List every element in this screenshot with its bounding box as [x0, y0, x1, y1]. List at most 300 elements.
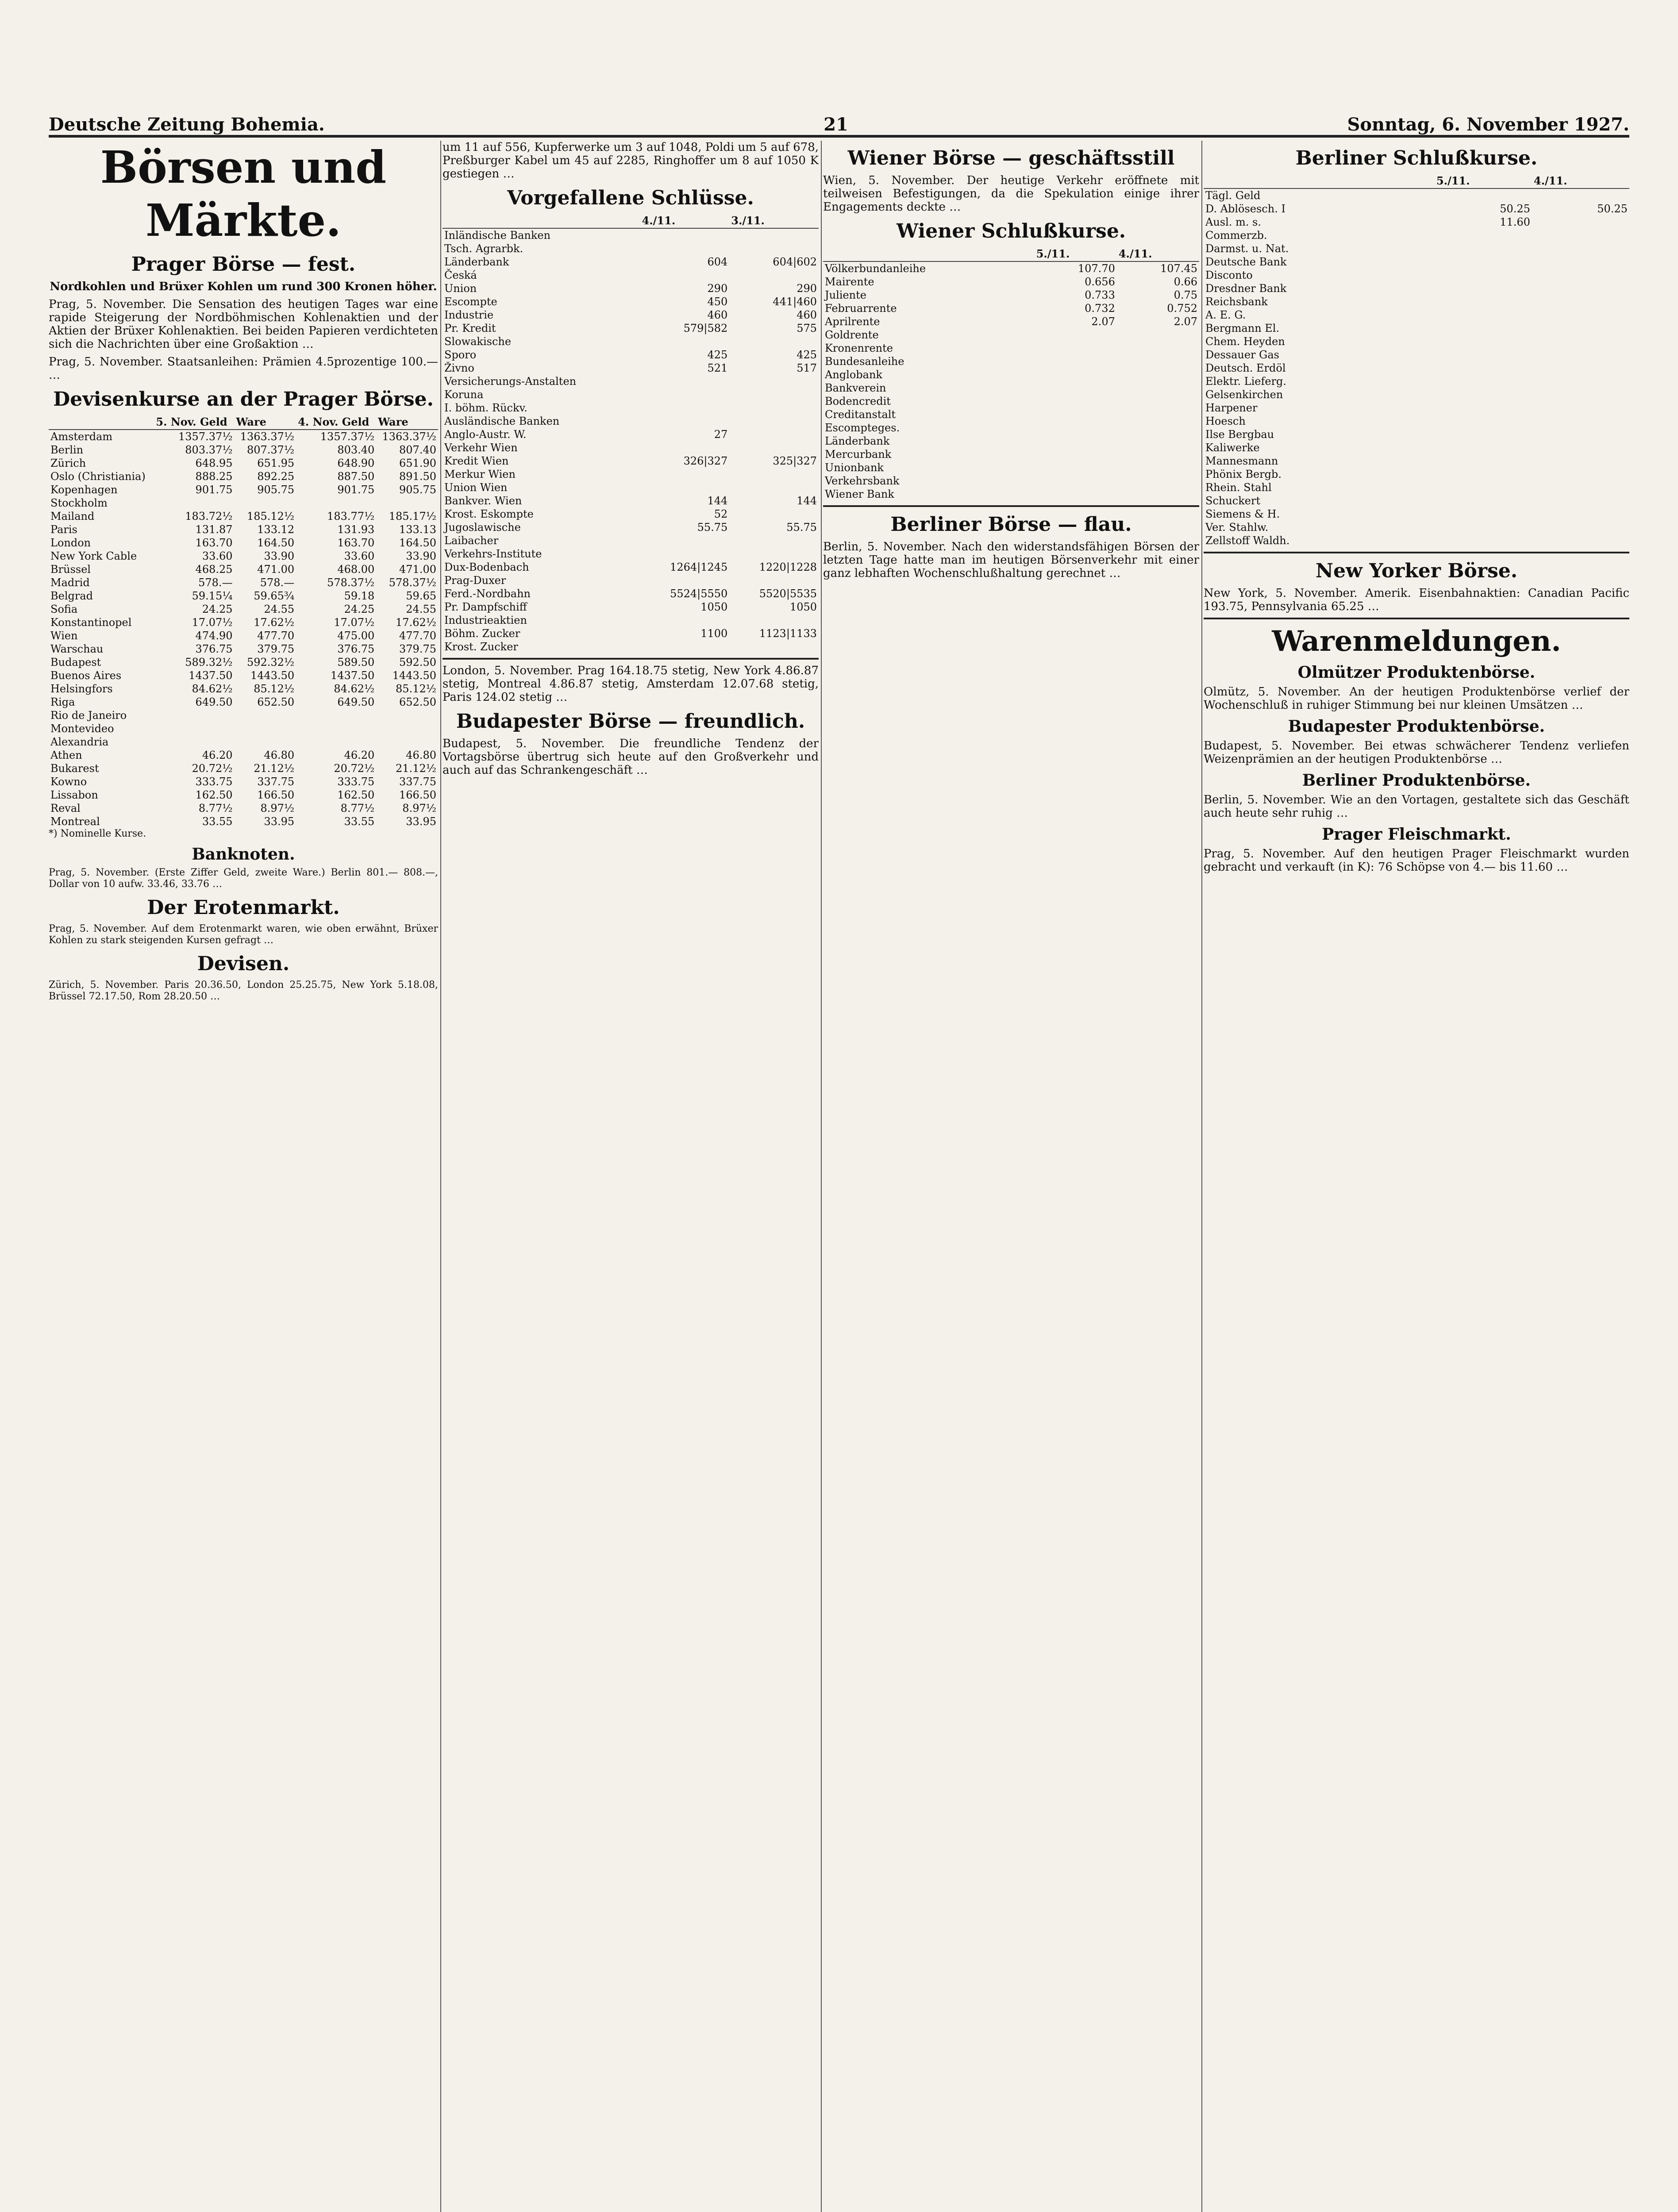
- table-cell: Reval: [50, 802, 81, 814]
- devisen-row: [49, 775, 438, 788]
- olmuetz-headline: Olmützer Produktenbörse.: [1297, 663, 1536, 682]
- table-cell: [1435, 188, 1532, 202]
- table-cell: Slowakische: [444, 335, 512, 348]
- devisen2-article: Zürich, 5. November. Paris 20.36.50, London 25.25.75, New York 5.18.08, Brüssel 72.17.50, Rom 28.20.50 …: [49, 979, 438, 1002]
- table-cell: Merkur Wien: [444, 468, 516, 480]
- table-cell: Helsingfors: [50, 683, 113, 695]
- table-cell: Verkehr Wien: [444, 442, 518, 454]
- devisen-row: [49, 788, 438, 802]
- table-cell: 33.95: [264, 815, 295, 828]
- table-cell: [640, 441, 730, 454]
- table-cell: [729, 401, 819, 415]
- table-cell: 578.—: [198, 576, 233, 589]
- devisen-row: [49, 523, 438, 536]
- devisen-row: [49, 629, 438, 642]
- devisen-note: *) Nominelle Kurse.: [49, 828, 146, 839]
- table-cell: 164.50: [257, 537, 295, 549]
- table-header-cell: 3./11.: [729, 214, 819, 228]
- berliner-schluss-row: [1204, 308, 1629, 322]
- table-cell: Rhein. Stahl: [1205, 481, 1272, 494]
- table-cell: London: [50, 537, 91, 549]
- devisen-table: [49, 415, 438, 828]
- berliner-schluss-row: [1204, 202, 1629, 215]
- table-cell: Escompte: [444, 296, 497, 308]
- table-cell: Zürich: [50, 457, 86, 469]
- schluesse-headline: Vorgefallene Schlüsse.: [507, 187, 754, 209]
- table-cell: Ausl. m. s.: [1205, 216, 1261, 228]
- prager-article: Prag, 5. November. Staatsanleihen: Prämien 4.5prozentige 100.— …: [49, 355, 438, 382]
- devisen-headline: Devisenkurse an der Prager Börse.: [53, 388, 434, 411]
- table-cell: [729, 269, 819, 282]
- table-cell: 1443.50: [250, 669, 295, 682]
- wiener-schluss-row: [823, 488, 1199, 501]
- table-cell: [1435, 481, 1532, 494]
- table-cell: 33.60: [344, 550, 375, 562]
- table-cell: 131.93: [337, 523, 375, 536]
- table-cell: [1117, 488, 1199, 501]
- berliner-boerse-headline: Berliner Börse — flau.: [890, 513, 1132, 536]
- table-cell: Lissabon: [50, 789, 98, 801]
- schluesse-row: [443, 308, 819, 322]
- table-cell: Kredit Wien: [444, 455, 509, 467]
- table-cell: [1035, 434, 1117, 448]
- berliner-schluss-row: [1204, 335, 1629, 348]
- table-cell: [1532, 255, 1629, 269]
- table-cell: Unionbank: [825, 461, 884, 474]
- table-cell: [1035, 395, 1117, 408]
- table-cell: Industrie: [444, 309, 494, 321]
- table-cell: 162.50: [337, 789, 375, 801]
- table-cell: [296, 722, 376, 735]
- berliner-schluss-row: [1204, 361, 1629, 375]
- schluesse-row: [443, 361, 819, 375]
- table-cell: [1435, 494, 1532, 507]
- table-cell: Völkerbundanleihe: [825, 262, 926, 275]
- table-cell: [376, 709, 438, 722]
- table-cell: 1443.50: [392, 669, 436, 682]
- schluesse-row: [443, 494, 819, 507]
- table-header-cell: Ware: [376, 415, 438, 430]
- table-cell: [729, 547, 819, 561]
- schluesse-row: [443, 428, 819, 441]
- column-rule: [440, 141, 441, 2212]
- table-cell: 521: [707, 362, 728, 374]
- divider: [443, 658, 819, 660]
- budapester-produkten-article: Budapest, 5. November. Bei etwas schwächerer Tendenz verliefen Weizenprämien an der heutigen Produktenbörse …: [1204, 739, 1629, 766]
- table-cell: Konstantinopel: [50, 616, 132, 629]
- table-cell: 183.72½: [185, 510, 233, 522]
- table-cell: [1035, 474, 1117, 488]
- table-cell: [729, 228, 819, 242]
- table-cell: [640, 640, 730, 653]
- column-4: [1204, 141, 1629, 2212]
- table-cell: 326|327: [683, 455, 728, 467]
- table-cell: [640, 547, 730, 561]
- table-cell: 20.72½: [334, 762, 375, 775]
- table-cell: 905.75: [399, 484, 436, 496]
- column-1: [49, 141, 438, 2212]
- table-cell: 24.55: [406, 603, 436, 615]
- table-cell: [1117, 461, 1199, 474]
- table-header-cell: 4./11.: [640, 214, 730, 228]
- table-cell: 901.75: [195, 484, 233, 496]
- table-cell: [640, 335, 730, 348]
- budapest-headline: Budapester Börse — freundlich.: [456, 710, 805, 733]
- banknoten-article: Prag, 5. November. (Erste Ziffer Geld, zweite Ware.) Berlin 801.— 808.—, Dollar von 10 aufw. 33.46, 33.76 …: [49, 867, 438, 890]
- schluesse-row: [443, 587, 819, 600]
- table-cell: [1435, 322, 1532, 335]
- table-cell: Belgrad: [50, 590, 93, 602]
- table-cell: 33.55: [202, 815, 233, 828]
- table-cell: 166.50: [399, 789, 436, 801]
- table-cell: [1035, 408, 1117, 421]
- table-cell: [1435, 348, 1532, 361]
- table-cell: Siemens & H.: [1205, 508, 1280, 520]
- schluesse-row: [443, 441, 819, 454]
- berliner-schluss-row: [1204, 388, 1629, 401]
- table-cell: [1532, 401, 1629, 415]
- table-cell: [640, 468, 730, 481]
- devisen-row: [49, 762, 438, 775]
- table-cell: 592.32½: [246, 656, 295, 668]
- table-cell: 52: [714, 508, 728, 520]
- table-cell: Pr. Kredit: [444, 322, 496, 334]
- berliner-schluss-row: [1204, 375, 1629, 388]
- table-cell: Berlin: [50, 444, 84, 456]
- devisen-row: [49, 815, 438, 828]
- devisen-row: [49, 616, 438, 629]
- table-cell: 425: [707, 349, 728, 361]
- table-cell: 144: [797, 495, 817, 507]
- table-cell: [1035, 368, 1117, 381]
- table-cell: Alexandria: [50, 736, 109, 748]
- table-cell: 107.45: [1160, 262, 1197, 275]
- table-cell: [729, 534, 819, 547]
- table-cell: [235, 735, 296, 749]
- table-cell: 0.75: [1174, 289, 1197, 301]
- erotenmarkt-article: Prag, 5. November. Auf dem Erotenmarkt waren, wie oben erwähnt, Brüxer Kohlen zu stark steigenden Kursen gefragt …: [49, 923, 438, 946]
- table-cell: 1100: [700, 627, 728, 640]
- table-cell: 1220|1228: [759, 561, 817, 573]
- table-cell: Jugoslawische: [444, 521, 521, 534]
- table-cell: [1117, 355, 1199, 368]
- berliner-schluss-table: [1204, 174, 1629, 547]
- table-cell: Aprilrente: [825, 315, 880, 328]
- table-cell: 24.25: [202, 603, 233, 615]
- table-cell: 901.75: [337, 484, 375, 496]
- berliner-schluss-row: [1204, 521, 1629, 534]
- table-cell: 2.07: [1174, 315, 1197, 328]
- table-cell: [1532, 507, 1629, 521]
- table-header-cell: 4./11.: [1117, 247, 1199, 261]
- table-cell: 333.75: [337, 776, 375, 788]
- berliner-schluss-row: [1204, 415, 1629, 428]
- berliner-schluss-row: [1204, 269, 1629, 282]
- table-cell: [1532, 468, 1629, 481]
- table-cell: 166.50: [257, 789, 295, 801]
- table-cell: [1532, 388, 1629, 401]
- table-cell: 649.50: [195, 696, 233, 708]
- table-cell: 85.12½: [254, 683, 295, 695]
- fleischmarkt-article: Prag, 5. November. Auf den heutigen Prager Fleischmarkt wurden gebracht und verkauft (in K): 76 Schöpse von 4.— bis 11.60 …: [1204, 847, 1629, 874]
- table-cell: Krost. Eskompte: [444, 508, 534, 520]
- table-cell: Zellstoff Waldh.: [1205, 534, 1290, 547]
- table-cell: [1435, 282, 1532, 295]
- table-cell: 460: [797, 309, 817, 321]
- devisen-row: [49, 802, 438, 815]
- table-cell: 1357.37½: [178, 430, 233, 443]
- devisen-row: [49, 669, 438, 682]
- table-cell: 290: [797, 282, 817, 295]
- table-cell: 17.62½: [254, 616, 295, 629]
- table-cell: Montevideo: [50, 722, 114, 735]
- table-cell: [1435, 229, 1532, 242]
- table-cell: [1117, 342, 1199, 355]
- schluesse-row: [443, 454, 819, 468]
- column-3: [823, 141, 1199, 2212]
- schluesse-row: [443, 228, 819, 242]
- table-cell: Kopenhagen: [50, 484, 118, 496]
- wiener-schluss-row: [823, 421, 1199, 434]
- table-cell: 11.60: [1500, 216, 1530, 228]
- table-cell: [729, 640, 819, 653]
- table-cell: [1532, 322, 1629, 335]
- table-cell: Tägl. Geld: [1205, 189, 1261, 202]
- table-cell: [1435, 335, 1532, 348]
- table-cell: 376.75: [337, 643, 375, 655]
- table-cell: [640, 534, 730, 547]
- table-cell: 46.20: [344, 749, 375, 761]
- table-cell: 33.90: [406, 550, 436, 562]
- table-cell: [1117, 421, 1199, 434]
- table-header-cell: 5. Nov. Geld: [154, 415, 234, 430]
- table-cell: 333.75: [195, 776, 233, 788]
- table-cell: Mercurbank: [825, 448, 892, 461]
- table-cell: 471.00: [399, 563, 436, 576]
- table-cell: Disconto: [1205, 269, 1253, 281]
- wiener-schluss-row: [823, 448, 1199, 461]
- table-cell: Laibacher: [444, 534, 499, 547]
- table-cell: [640, 574, 730, 587]
- table-cell: 2.07: [1091, 315, 1115, 328]
- table-cell: 474.90: [195, 630, 233, 642]
- devisen-row: [49, 695, 438, 709]
- banknoten-headline: Banknoten.: [192, 845, 295, 864]
- waren-headline: Warenmeldungen.: [1272, 625, 1561, 658]
- table-cell: [1532, 441, 1629, 454]
- table-cell: 1363.37½: [382, 430, 436, 443]
- wiener-schluss-row: [823, 408, 1199, 421]
- table-cell: [729, 614, 819, 627]
- devisen-row: [49, 443, 438, 457]
- schluesse-row: [443, 561, 819, 574]
- table-cell: 1050: [700, 601, 728, 613]
- wiener-schluss-row: [823, 355, 1199, 368]
- table-cell: 450: [707, 296, 728, 308]
- table-cell: 59.65: [406, 590, 436, 602]
- table-cell: [1532, 481, 1629, 494]
- table-cell: 20.72½: [192, 762, 233, 775]
- table-cell: 8.77½: [198, 802, 233, 814]
- table-cell: [640, 415, 730, 428]
- table-cell: [235, 496, 296, 510]
- berliner-schluss-row: [1204, 534, 1629, 547]
- table-cell: [1035, 342, 1117, 355]
- table-cell: Pr. Dampfschiff: [444, 601, 527, 613]
- table-cell: 803.40: [337, 444, 375, 456]
- table-cell: [1117, 474, 1199, 488]
- table-cell: Koruna: [444, 388, 484, 401]
- berliner-schluss-row: [1204, 282, 1629, 295]
- table-cell: 905.75: [257, 484, 295, 496]
- column-rule: [1201, 141, 1202, 2212]
- table-cell: 33.55: [344, 815, 375, 828]
- table-cell: Montreal: [50, 815, 100, 828]
- berliner-schluss-row: [1204, 428, 1629, 441]
- wiener-article: Wien, 5. November. Der heutige Verkehr eröffnete mit teilweisen Befestigungen, da die Spekulation einige ihrer Engagements deckte …: [823, 174, 1199, 214]
- table-cell: 8.77½: [340, 802, 375, 814]
- table-cell: Wiener Bank: [825, 488, 894, 500]
- table-cell: [640, 481, 730, 494]
- devisen-row: [49, 457, 438, 470]
- table-cell: 379.75: [399, 643, 436, 655]
- devisen-row: [49, 682, 438, 695]
- devisen-row: [49, 563, 438, 576]
- table-cell: Deutsche Bank: [1205, 256, 1287, 268]
- berliner-schluss-row: [1204, 401, 1629, 415]
- table-cell: 185.17½: [389, 510, 436, 522]
- table-cell: Krost. Zucker: [444, 641, 518, 653]
- schluesse-row: [443, 507, 819, 521]
- table-cell: Budapest: [50, 656, 101, 668]
- table-cell: 46.80: [406, 749, 436, 761]
- berliner-schluss-row: [1204, 215, 1629, 229]
- schluesse-row: [443, 600, 819, 614]
- table-cell: [1435, 441, 1532, 454]
- table-cell: Buenos Aires: [50, 669, 122, 682]
- berliner-schluss-row: [1204, 188, 1629, 202]
- table-cell: 8.97½: [402, 802, 436, 814]
- table-cell: 1437.50: [331, 669, 375, 682]
- table-cell: 892.25: [257, 470, 295, 483]
- table-cell: 55.75: [786, 521, 817, 534]
- table-cell: Inländische Banken: [444, 229, 551, 242]
- table-cell: Bodencredit: [825, 395, 891, 407]
- schluesse-row: [443, 282, 819, 295]
- table-cell: [1435, 401, 1532, 415]
- table-cell: [640, 614, 730, 627]
- table-cell: 325|327: [773, 455, 817, 467]
- table-cell: Bankver. Wien: [444, 495, 522, 507]
- table-cell: Februarrente: [825, 302, 897, 315]
- table-cell: 1357.37½: [320, 430, 375, 443]
- table-cell: [729, 441, 819, 454]
- wiener-schluss-row: [823, 315, 1199, 328]
- table-cell: 55.75: [697, 521, 728, 534]
- table-cell: Deutsch. Erdöl: [1205, 362, 1286, 374]
- wiener-schluss-row: [823, 368, 1199, 381]
- table-cell: Chem. Heyden: [1205, 335, 1285, 348]
- column-rule: [821, 141, 822, 2212]
- table-cell: Wien: [50, 630, 78, 642]
- table-cell: Prag-Duxer: [444, 574, 506, 587]
- table-cell: Brüssel: [50, 563, 91, 576]
- table-cell: 471.00: [257, 563, 295, 576]
- table-cell: 652.50: [257, 696, 295, 708]
- table-cell: 651.90: [399, 457, 436, 469]
- table-cell: [640, 375, 730, 388]
- devisen-row: [49, 510, 438, 523]
- table-cell: 477.70: [257, 630, 295, 642]
- table-cell: [729, 335, 819, 348]
- table-cell: 24.25: [344, 603, 375, 615]
- table-cell: [640, 388, 730, 401]
- table-cell: [1117, 434, 1199, 448]
- berliner-schluss-row: [1204, 255, 1629, 269]
- table-cell: 1050: [789, 601, 817, 613]
- table-cell: [376, 735, 438, 749]
- table-cell: 17.62½: [396, 616, 436, 629]
- table-cell: 652.50: [399, 696, 436, 708]
- table-cell: 131.87: [195, 523, 233, 536]
- table-cell: [1435, 255, 1532, 269]
- table-cell: [1435, 415, 1532, 428]
- table-cell: Kowno: [50, 776, 87, 788]
- table-cell: Kronenrente: [825, 342, 893, 354]
- table-cell: 651.95: [257, 457, 295, 469]
- table-cell: [729, 428, 819, 441]
- table-cell: 17.07½: [334, 616, 375, 629]
- table-cell: 460: [707, 309, 728, 321]
- table-cell: [1532, 295, 1629, 308]
- schluesse-row: [443, 547, 819, 561]
- table-cell: 33.90: [264, 550, 295, 562]
- berliner-boerse-article: Berlin, 5. November. Nach den widerstandsfähigen Börsen der letzten Tage hatte man im heutigen Börsenverkehr mit einer ganz lebhaften Wochenschlußhaltung gerechnet …: [823, 540, 1199, 580]
- table-cell: 425: [797, 349, 817, 361]
- table-cell: [729, 375, 819, 388]
- schluesse-row: [443, 242, 819, 255]
- table-cell: 1264|1245: [670, 561, 728, 573]
- table-cell: [1035, 421, 1117, 434]
- table-cell: 589.50: [337, 656, 375, 668]
- table-cell: Dresdner Bank: [1205, 282, 1287, 295]
- devisen-row: [49, 589, 438, 603]
- table-cell: Athen: [50, 749, 82, 761]
- table-cell: Juliente: [825, 289, 866, 301]
- table-cell: Bukarest: [50, 762, 99, 775]
- table-cell: [1435, 521, 1532, 534]
- schluesse-row: [443, 481, 819, 494]
- table-cell: 0.752: [1167, 302, 1197, 315]
- table-cell: [376, 722, 438, 735]
- table-cell: Sofia: [50, 603, 78, 615]
- table-cell: Bundesanleihe: [825, 355, 904, 368]
- table-cell: 648.90: [337, 457, 375, 469]
- table-cell: [640, 401, 730, 415]
- schluesse-row: [443, 614, 819, 627]
- wiener-schluss-row: [823, 381, 1199, 395]
- table-cell: Union: [444, 282, 477, 295]
- wiener-schluss-row: [823, 395, 1199, 408]
- table-cell: Böhm. Zucker: [444, 627, 520, 640]
- table-cell: [154, 496, 234, 510]
- table-cell: 1363.37½: [240, 430, 295, 443]
- berliner-schluss-row: [1204, 322, 1629, 335]
- table-cell: Phönix Bergb.: [1205, 468, 1282, 480]
- table-cell: [729, 507, 819, 521]
- table-cell: [1435, 388, 1532, 401]
- table-cell: [1532, 308, 1629, 322]
